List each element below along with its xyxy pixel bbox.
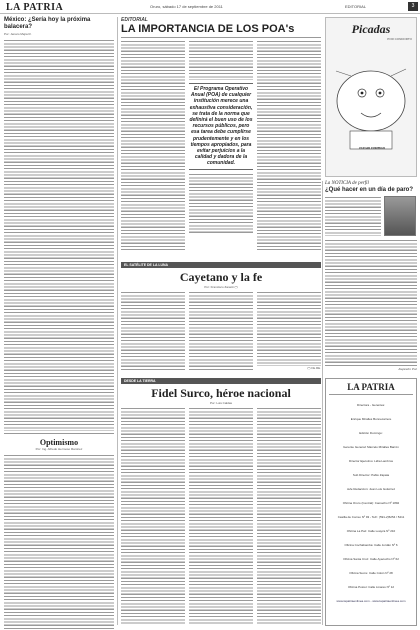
satellite-col-3 [257,291,321,366]
issue-date: Oruro, sábado 17 de septiembre de 2011 [150,4,223,9]
column-body [4,454,114,630]
masthead-line: Gerente General: Marcelo Miralles Barrón [343,445,399,449]
tierra-byline: Por: Luis Caldas [209,401,232,405]
masthead-line: Oficina La Paz: Calle Loayza Nº 210 [346,529,396,533]
cartoon-drawing [326,41,416,161]
editorial-title: LA IMPORTANCIA DE LOS POA's [121,23,295,35]
cartoon-poster: CUCHO CONTIGO [359,146,385,150]
satellite-section-bar: EL SATÉLITE DE LA LUNA [121,262,321,268]
satellite-article [121,270,321,375]
left-article [4,17,114,625]
satellite-col-2 [189,291,253,371]
masthead-line: Jefe Redacción: Juan Luis Gutiérrez [346,487,396,491]
author-photo [384,196,416,236]
masthead-line: Casilla de Correo Nº 93 - Telf.: (591-2)5254 / 5211 [337,515,405,519]
page-header [0,0,420,14]
editorial-pull-quote: El Programa Operativo Anual (POA) de cualquier institución merece una exhaustiva consideración, se trata de la norma que definirá el buen uso de los recursos públicos, pero esa tarea debe cumplirse prudentemente y en los tiempos apropiados, para evitar perjuicios a la calidad y dadora de la comunidad. [189,83,253,170]
editorial-col-2a [189,40,253,80]
left-article-body [4,39,114,431]
profile-text-b [325,239,417,367]
masthead-line: Oficina Oruro (Central): Camacho Nº 1892 [342,501,400,505]
tierra-col-3 [257,407,321,625]
profile-box [325,181,417,371]
left-article-title: México: ¿Sería hoy la próxima balacera? [4,17,91,30]
masthead-line: Oficina Potosí: Calle Linares Nº 12 [347,585,395,589]
masthead [325,378,417,626]
profile-question: ¿Qué hacer en un día de paro? [325,187,414,193]
cartoon-artist: POR CONDORTO [387,37,412,41]
profile-signature: Alejandro Poz [398,367,417,371]
newspaper-logo: LA PATRIA [6,2,64,13]
editorial [121,17,321,254]
satellite-end-note: (*) FE.RE. [307,366,321,370]
satellite-title: Cayetano y la fe [179,270,263,284]
masthead-line: Directora - Gerentes: [356,403,385,407]
satellite-col-1 [121,291,185,371]
profile-text-a [325,196,381,236]
masthead-line: Director Ejecutivo: Lidia Lambros [348,459,394,463]
column-title: Optimismo [39,438,79,447]
masthead-lines [329,398,413,608]
masthead-line: Enrique Miralles Bonnecarrere [350,417,392,421]
satellite-byline: Por: Francisco Zanetti (*) [204,285,238,289]
page-number: 3 [408,2,418,11]
cartoon [325,17,417,177]
masthead-line[interactable]: www.lapatriaenlinea.com - www.lapatriaenlinea.com [336,599,406,603]
column-byline: Por: Ing. Alfredo Hermoso Ramírez [35,447,83,451]
editorial-kicker: EDITORIAL [121,17,148,23]
cartoon-title: Picadas [351,22,391,36]
left-article-byline: Por: Jenaro Mejía R. [4,32,32,36]
section-name: EDITORIAL [345,4,367,9]
masthead-line: Sub Director: Pablo Zapata [352,473,390,477]
tierra-section-bar: DESDE LA TIERRA [121,378,321,384]
tierra-title: Fidel Surco, héroe nacional [151,386,291,400]
editorial-col-2b [189,173,253,233]
editorial-col-3 [257,40,321,250]
masthead-line: Oficina Cochabamba: Calle Jordán Nº 6 [344,543,398,547]
masthead-line: Oficina Sucre: Calle Colón Nº 28 [349,571,393,575]
masthead-line: Oficina Santa Cruz: Calle Ayacucho Nº 62 [343,557,399,561]
editorial-col-1 [121,40,185,250]
masthead-logo: LA PATRIA [329,382,413,395]
profile-kicker: La NOTICIA de perfil [325,181,369,186]
tierra-article [121,386,321,626]
tierra-col-2 [189,407,253,625]
tierra-col-1 [121,407,185,625]
masthead-line: Edición Domingo: [359,431,383,435]
